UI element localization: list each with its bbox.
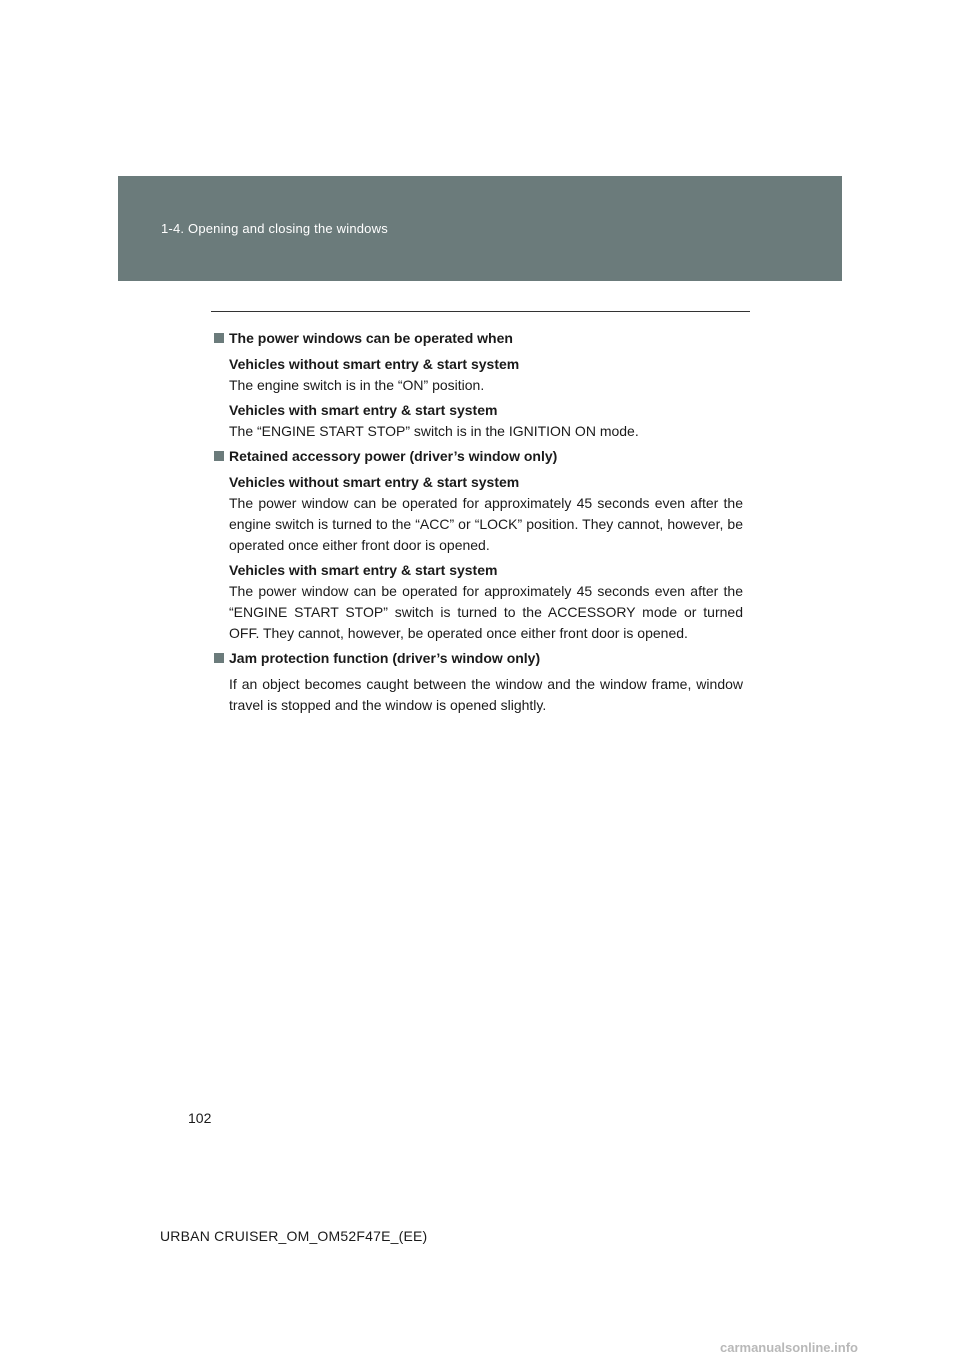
square-bullet-icon (214, 333, 224, 343)
watermark: carmanualsonline.info (720, 1340, 858, 1355)
page-number: 102 (188, 1110, 212, 1126)
section-header-band (118, 176, 842, 281)
section-title (214, 648, 743, 669)
section-title (214, 328, 743, 349)
content-block (214, 674, 743, 716)
square-bullet-icon (214, 451, 224, 461)
square-bullet-icon (214, 653, 224, 663)
block-heading: Vehicles without smart entry & start system (229, 356, 520, 372)
section-title-text: Jam protection function (driver’s window only) (229, 650, 541, 666)
content-divider (211, 311, 750, 312)
section-title (214, 446, 743, 467)
content-block (214, 354, 743, 396)
block-text: The power window can be operated for approximately 45 seconds even after the engine switch is turned to the “ACC” or “LOCK” position. They cannot, however, be operated once either front door is opened. (229, 495, 743, 553)
content-block (214, 472, 743, 556)
block-text: The engine switch is in the “ON” position. (229, 377, 485, 393)
document-code: URBAN CRUISER_OM_OM52F47E_(EE) (160, 1228, 428, 1244)
manual-content (214, 328, 743, 720)
block-heading: Vehicles with smart entry & start system (229, 562, 498, 578)
section-header-title: 1-4. Opening and closing the windows (161, 221, 388, 236)
content-block (214, 400, 743, 442)
section-operating-conditions (214, 328, 743, 442)
block-heading: Vehicles with smart entry & start system (229, 402, 498, 418)
content-block (214, 560, 743, 644)
section-retained-accessory-power (214, 446, 743, 644)
block-heading: Vehicles without smart entry & start system (229, 474, 520, 490)
section-jam-protection (214, 648, 743, 716)
block-text: The power window can be operated for approximately 45 seconds even after the “ENGINE START STOP” switch is turned to the ACCESSORY mode or turned OFF. They cannot, however, be operated once either front door is opened. (229, 583, 743, 641)
section-title-text: Retained accessory power (driver’s window only) (229, 448, 558, 464)
block-text: The “ENGINE START STOP” switch is in the IGNITION ON mode. (229, 423, 639, 439)
block-text: If an object becomes caught between the window and the window frame, window travel is stopped and the window is opened slightly. (229, 676, 743, 713)
section-title-text: The power windows can be operated when (229, 330, 513, 346)
